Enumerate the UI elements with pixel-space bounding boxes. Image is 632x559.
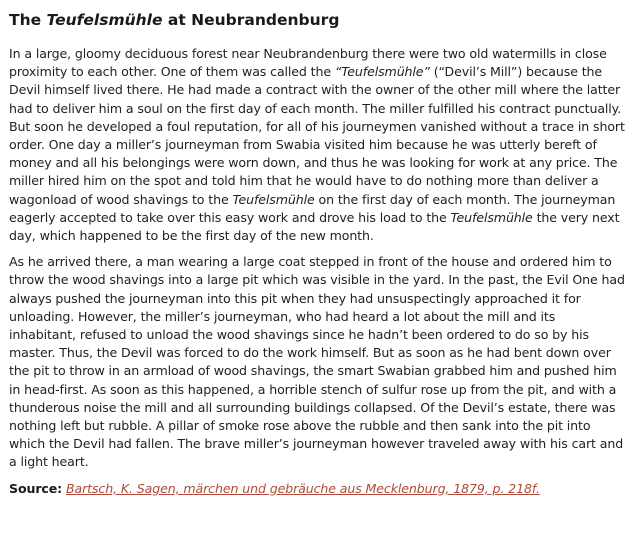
title-suffix: at Neubrandenburg [162,11,340,29]
source-label: Source: [9,480,63,496]
paragraph-1-text-c: on the first day of each month. The journeyman eagerly accepted to take over this easy work and drove his load to the [9,191,616,225]
paragraph-1-text-d: the very next day, which happened to be the first day of the new month. [9,209,620,244]
paragraph-1-emphasis-a: “Teufelsmühle” [334,64,430,80]
paragraph-1-emphasis-c: Teufelsmühle [450,209,533,225]
story-paragraph-1 [9,45,625,245]
source-citation [9,480,625,498]
title-emphasis: Teufelsmühle [46,11,163,29]
page-title [9,10,625,30]
paragraph-1-emphasis-b: Teufelsmühle [232,191,315,207]
paragraph-1-text-a: In a large, gloomy deciduous forest near Neubrandenburg there were two old watermills in close proximity to each other. One of them was called the [9,46,607,80]
title-prefix: The [9,11,47,29]
paragraph-1-text-b: (“Devil’s Mill”) because the Devil himself lived there. He had made a contract with the owner of the other mill where the latter had to deliver him a soul on the first day of each month. The miller fulfilled his contract punctually. But soon he developed a foul reputation, for all of his journeymen vanished without a trace in short order. One day a miller’s journeyman from Swabia visited him because he was utterly bereft of money and all his belongings were worn down, and thus he was looking for work at any price. The miller hired him on the spot and told him that he would have to do nothing more than deliver a wagonload of wood shavings to the [9,64,625,207]
source-link[interactable]: Bartsch, K. Sagen, märchen und gebräuche aus Mecklenburg, 1879, p. 218f. [66,480,540,496]
story-paragraph-2: As he arrived there, a man wearing a large coat stepped in front of the house and ordered him to throw the wood shavings into a large pit which was visible in the yard. In the past, the Evil One had always pushed the journeyman into this pit when they had unsuspectingly approached it for unloading. However, the miller’s journeyman, who had heard a lot about the mill and its inhabitant, refused to unload the wood shavings since he hadn’t been ordered to do so by his master. Thus, the Devil was forced to do the work himself. But as soon as he had bent down over the pit to throw in an armload of wood shavings, the smart Swabian grabbed him and pushed him in head-first. As soon as this happened, a horrible stench of sulfur rose up from the pit, and with a thunderous noise the mill and all surrounding buildings collapsed. Of the Devil’s estate, there was nothing left but rubble. A pillar of smoke rose above the rubble and then sank into the pit into which the Devil had fallen. The brave miller’s journeyman however traveled away with his cart and a light heart. [9,254,625,470]
